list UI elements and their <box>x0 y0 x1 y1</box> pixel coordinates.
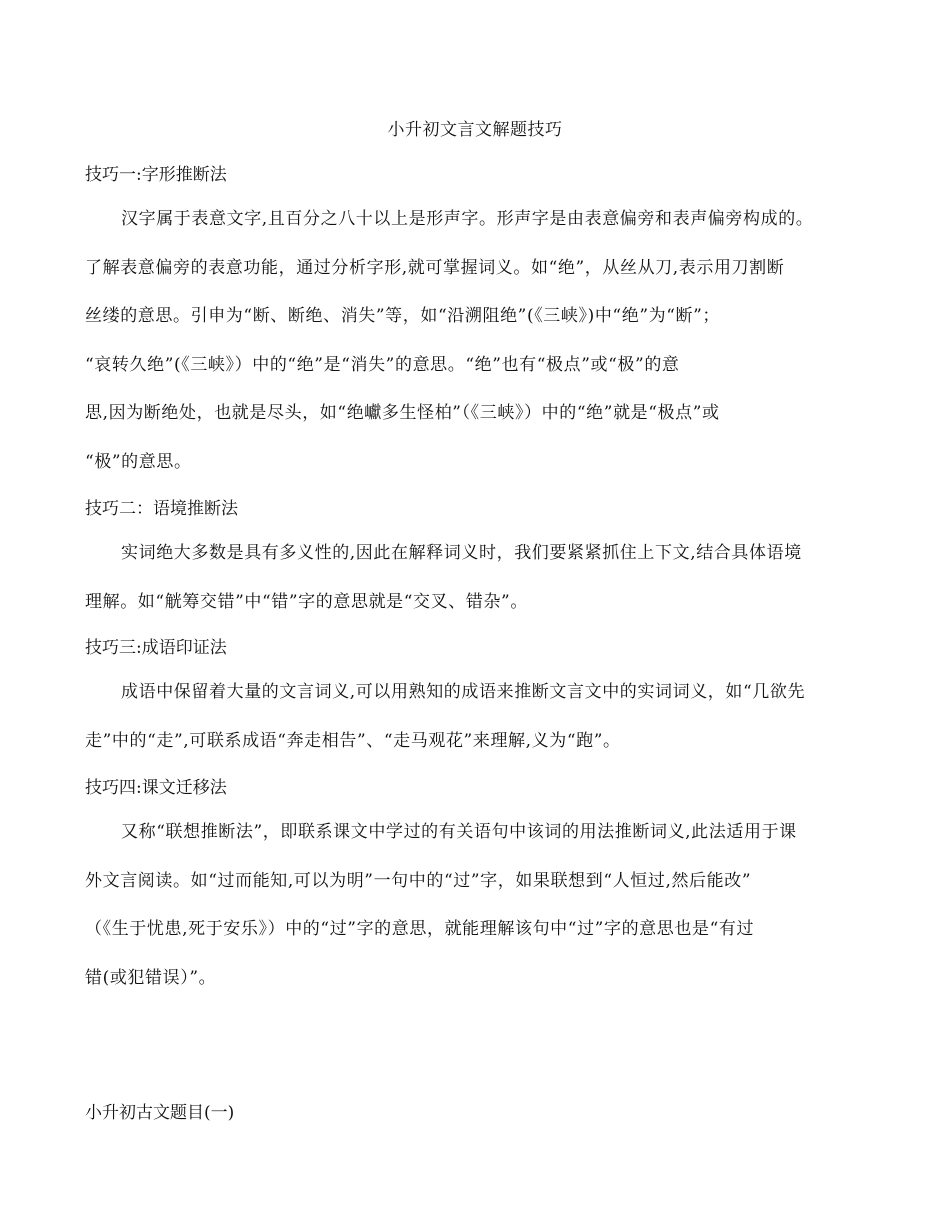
section-heading-2: 技巧二：语境推断法 <box>85 499 238 519</box>
section-heading-1: 技巧一:字形推断法 <box>85 165 227 185</box>
paragraph-line: 思,因为断绝处，也就是尽头，如“绝巘多生怪柏”（《三峡》）中的“绝”就是“极点”或 <box>85 403 720 423</box>
paragraph-line: （《生于忧患,死于安乐》）中的“过”字的意思，就能理解该句中“过”字的意思也是“有过 <box>85 919 755 939</box>
section-paragraph-2 <box>85 529 865 626</box>
section-heading-4: 技巧四:课文迁移法 <box>85 778 227 798</box>
section-paragraph-3 <box>85 668 865 765</box>
paragraph-line: 又称“联想推断法”，即联系课文中学过的有关语句中该词的用法推断词义,此法适用于课 <box>121 822 797 842</box>
section-heading-3: 技巧三:成语印证法 <box>85 638 227 658</box>
section-paragraph-1 <box>85 195 865 486</box>
paragraph-line: 走”中的“走”,可联系成语“奔走相告”、“走马观花”来理解,义为“跑”。 <box>85 730 621 751</box>
paragraph-line: 外文言阅读。如“过而能知,可以为明”一句中的“过”字，如果联想到“人恒过,然后能改” <box>85 870 752 891</box>
section-paragraph-4 <box>85 808 865 1002</box>
paragraph-line: 了解表意偏旁的表意功能，通过分析字形,就可掌握词义。如“绝”，从丝从刀,表示用刀割断 <box>85 257 785 278</box>
paragraph-line: “哀转久绝”(《三峡》）中的“绝”是“消失”的意思。“绝”也有“极点”或“极”的意 <box>85 354 680 375</box>
page-title: 小升初文言文解题技巧 <box>387 120 563 140</box>
paragraph-line: 实词绝大多数是具有多义性的,因此在解释词义时，我们要紧紧抓住上下文,结合具体语境 <box>121 543 802 563</box>
paragraph-line: 汉字属于表意文字,且百分之八十以上是形声字。形声字是由表意偏旁和表声偏旁构成的。 <box>121 209 814 229</box>
paragraph-line: 丝缕的意思。引申为“断、断绝、消失”等，如“沿溯阻绝”(《三峡》)中“绝”为“断”； <box>85 306 720 326</box>
paragraph-line: 错(或犯错误）”。 <box>85 967 217 988</box>
next-section-heading: 小升初古文题目(一) <box>85 1103 235 1123</box>
paragraph-line: 成语中保留着大量的文言词义,可以用熟知的成语来推断文言文中的实词词义，如“几欲先 <box>121 682 806 702</box>
paragraph-line: “极”的意思。 <box>85 451 192 472</box>
paragraph-line: 理解。如“觥筹交错”中“错”字的意思就是“交叉、错杂”。 <box>85 591 528 612</box>
